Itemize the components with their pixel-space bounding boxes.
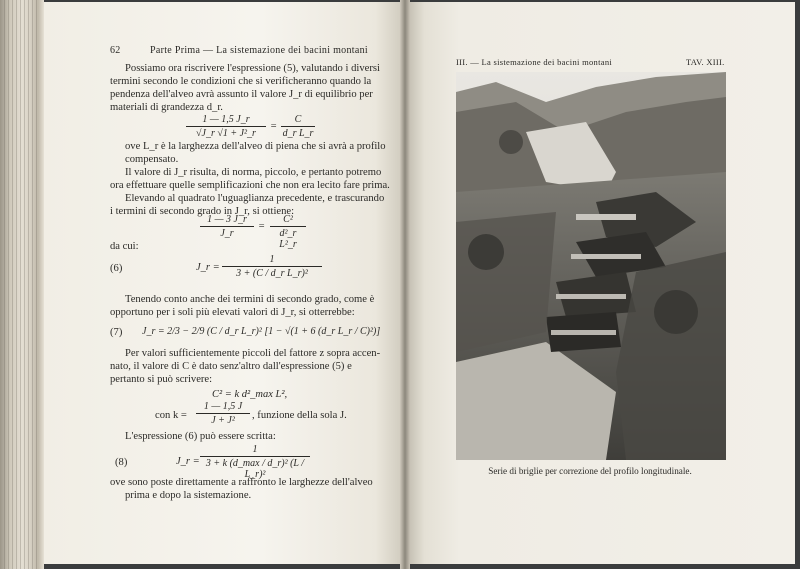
photo-caption: Serie di briglie per correzione del profilo longitudinale.: [488, 466, 692, 476]
text-line: materiali di grandezza d_r.: [110, 102, 223, 113]
equation-k-fraction: $\frac{1 — 1,5 J}{\text{J + J²}}$: [196, 401, 250, 426]
page-number: 62: [110, 45, 121, 56]
equation-label: (8): [115, 457, 128, 468]
text-line: compensato.: [125, 154, 179, 165]
running-head-right: III. — La sistemazione dei bacini montani: [456, 57, 613, 67]
equation-2-rhs: $\frac{\text{C²}}{\text{d²\_r L²\_r}}$: [270, 214, 306, 250]
text-line: Possiamo ora riscrivere l'espressione (5), valutando i diversi: [125, 63, 380, 74]
text-line: Elevando al quadrato l'uguaglianza precedente, e trascurando: [125, 193, 385, 204]
book-page-edges: [0, 0, 44, 569]
equation-1-rhs: $\frac{C}{\text{d\_r L\_r}}$: [282, 114, 314, 139]
equation-label: (7): [110, 327, 123, 338]
equation-8-lhs: J_r =: [176, 456, 200, 467]
equation-k-suffix: , funzione della sola J.: [252, 410, 347, 421]
text-line: Tenendo conto anche dei termini di secondo grado, come è: [125, 294, 375, 305]
equation-6-fraction: $\frac{1}{\text{3 + (C / d\_r L\_r)²}}$: [222, 254, 322, 279]
equation-6-lhs: J_r =: [196, 262, 220, 273]
text-line: Il valore di J_r risulta, di norma, piccolo, e pertanto potremo: [125, 167, 382, 178]
equation-1-lhs: $\frac{1 — 1,5 J\_r}{\text{√J\_r √1 + J²\_r}}$: [186, 114, 266, 139]
text-line: ove L_r è la larghezza dell'alveo di piena che si avrà a profilo: [125, 141, 386, 152]
photo-check-dams: [456, 72, 726, 460]
text-line: pertanto si può scrivere:: [110, 374, 213, 385]
text-line: L'espressione (6) può essere scritta:: [125, 431, 276, 442]
text-line: opportuno per i soli più elevati valori di J_r, si otterrebbe:: [110, 307, 355, 318]
text-line: prima e dopo la sistemazione.: [125, 490, 252, 501]
text-line: termini secondo le condizioni che si verificheranno quando la: [110, 76, 372, 87]
text-line: Per valori sufficientemente piccoli del fattore z sopra accen-: [125, 348, 381, 359]
equation-k-prefix: con k =: [155, 410, 187, 421]
text-line: ove sono poste direttamente a raffronto le larghezze dell'alveo: [110, 477, 373, 488]
equals-sign: =: [258, 221, 266, 232]
equation-2-lhs: $\frac{1 — 3 J\_r}{J\_r}$: [200, 214, 254, 239]
text-line: nato, il valore di C è dato senz'altro dall'espressione (5) e: [110, 361, 352, 372]
text-line: da cui:: [110, 241, 139, 252]
equation-c: C² = k d²_max L²,: [212, 389, 288, 400]
text-line: pendenza dell'alveo avrà assunto il valore J_r di equilibrio per: [110, 89, 373, 100]
equation-label: (6): [110, 263, 123, 274]
text-line: ora effettuare quelle semplificazioni che non era lecito fare prima.: [110, 180, 390, 191]
text-line: i termini di secondo grado in J_r, si ottiene:: [110, 206, 295, 217]
running-head-left: Parte Prima — La sistemazione dei bacini montani: [150, 45, 368, 56]
equation-8-fraction: 1 3 + k (d_max / d_r)² (L / L_r)²: [200, 444, 310, 480]
equation-7: J_r = 2/3 − 2/9 (C / d_r L_r)² [1 − √(1 + 6 (d_r L_r / C)²)]: [142, 326, 381, 337]
plate-number: TAV. XIII.: [686, 57, 725, 67]
equals-sign: =: [270, 121, 278, 132]
book-gutter: [400, 0, 410, 569]
